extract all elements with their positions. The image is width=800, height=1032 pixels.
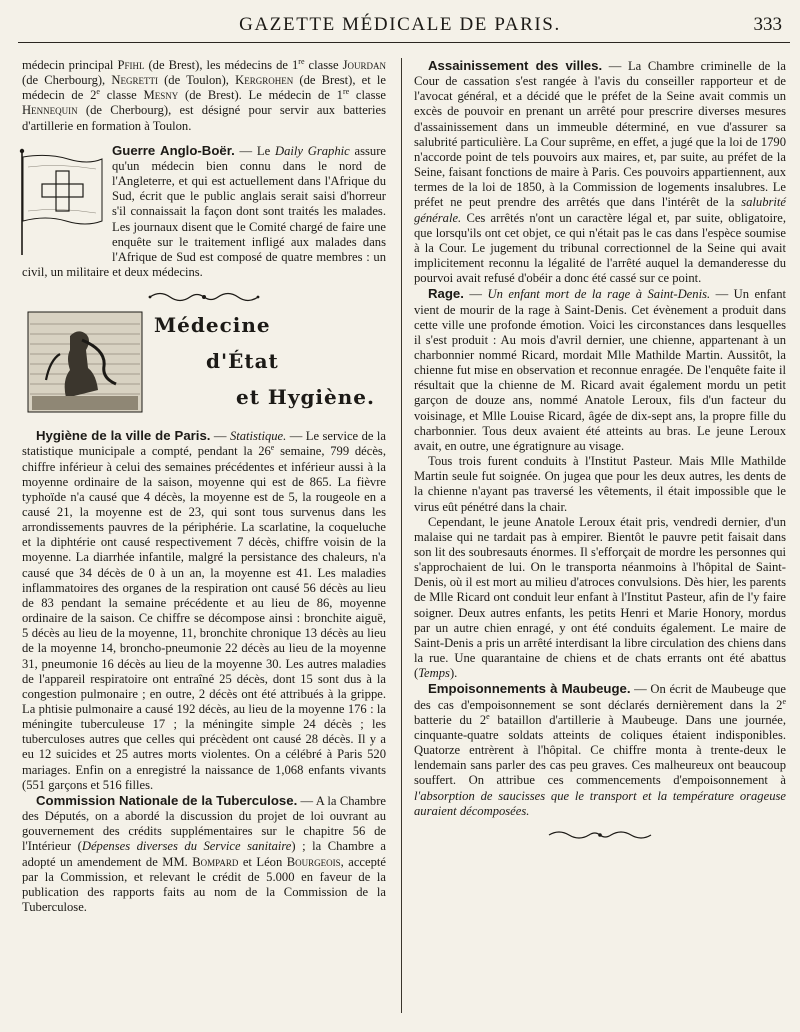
sanitation-heading: Assainissement des villes. [428, 58, 603, 73]
section-title-line-3: et Hygiène. [236, 385, 375, 410]
red-cross-flag-icon [18, 147, 104, 257]
column-divider [401, 58, 402, 1013]
hygiene-paris-paragraph: Hygiène de la ville de Paris. — Statistique. — Le service de la statistique municipale a compté, pendant la 26e semaine, 799 décès, chiffre inférieur à celui des semaines précédentes et inférieur aussi à la moyenne ordinaire de la saison, moyenne qui est de 865. La fièvre typhoïde n'a causé que 4 décès, la moyenne est de 5, la rougeole en a causé 21, la moyenne est de 23, qui sont tous survenus dans les arrondissements pauvres de la périphérie. La scarlatine, la coqueluche et la diphtérie ont causé respectivement 7 décès, chiffre voisin de la moyenne. La diarrhée infantile, malgré la persistance des chaleurs, n'a causé que 34 décès de 0 à un an, la moyenne est 41. Les maladies inflammatoires des organes de la respiration ont causé 56 décès au lieu de 83 pendant la semaine précédente et au lieu de 86, moyenne ordinaire de la saison. Ce chiffre se décompose ainsi : bronchite aiguë, 5 décès au lieu de la moyenne, 11, bronchite chronique 13 décès au lieu de la moyenne 14, broncho-pneumonie 22 décès au lieu de la moyenne 31, pneumonie 16 décès au lieu de la moyenne 30. Les autres maladies de l'appareil respiratoire ont entraîné 25 décès, dont 15 sont dus à la congestion pulmonaire ; en outre, 2 décès ont été attribués à la grippe. La phtisie pulmonaire a causé 192 décès, au lieu de la moyenne 176 : la méningite tuberculeuse 17 ; la méningite simple 24 décès ; les tuberculoses autres que celles qui précèdent ont causé 28 décès. Il y a eu 12 suicides et 25 autres morts violentes. On a célébré à Paris 520 mariages. Enfin on a enregistré la naissance de 1,068 enfants vivants (551 garçons et 516 filles. [22, 428, 387, 792]
tuberculosis-commission-paragraph: Commission Nationale de la Tuberculose. — A la Chambre des Députés, on a abordé la discussion du projet de loi ouvrant au gouvernement des crédits supplémentaires sur le chapitre 56 de l'Intérieur (Dépenses diverses du Service sanitaire) ; la Chambre a adopté un amendement de MM. Bompard et Léon Bourgeois, accepté par la Commission, et relevant le crédit de 5.000 en faveur de la publication des rapports faits au nom de la Commission de la Tuberculose. [22, 792, 386, 915]
tuberculosis-commission-heading: Commission Nationale de la Tuberculose. [36, 792, 298, 808]
rabies-paragraph-3: Cependant, le jeune Anatole Leroux était pris, vendredi dernier, d'un malaise qui ne tardait pas à empirer. Bientôt le pauvre petit faisait dans son lit des soubresauts énormes. Il s'efforçait de mordre les personnes qui s'approchaient de lui. On le transporta néanmoins à l'hôpital de Saint-Denis, où il est mort au milieu d'atroces convulsions. Dès hier, les parents de Mlle Ricard ont conduit leur enfant à l'Institut Pasteur, afin de l'y faire soigner. Deux autres enfants, les petits Henri et Marie Honory, mordus par un autre chien enragé, y ont été conduits également. Le maire de Saint-Denis a pris un arrêté interdisant la libre circulation des chiens dans la rue. Une quarantaine de chiens et de chats errants ont été abattus (Temps). [414, 514, 786, 681]
boer-war-heading: Guerre Anglo-Boër. [112, 142, 235, 158]
journal-title: GAZETTE MÉDICALE DE PARIS. [239, 14, 561, 35]
appointments-paragraph: médecin principal Pfihl (de Brest), les médecins de 1re classe Jourdan (de Cherbourg), Negretti (de Toulon), Kergrohen (de Brest), et le médecin de 2e classe Mesny (de Brest). Le médecin de 1re classe Hennequin (de Cherbourg), est désigné pour servir aux batteries d'artillerie en formation à Toulon. [22, 56, 387, 133]
poisoning-paragraph: Empoisonnements à Maubeuge. — On écrit de Maubeuge que des cas d'empoisonnement se sont déclarés dernièrement dans la 2e batterie du 2e bataillon d'artillerie à Maubeuge. Dans une journée, cinquante-quatre soldats atteints de coliques étaient indisponibles. Quatorze entrèrent à l'hôpital. Ce chiffre monta à trente-deux le lendemain sans parler des cas peu graves. Ces malheureux ont beaucoup souffert. On attribue ces commencements d'empoisonnement à l'absorption de saucisses que le transport et la température orageuse auraient décomposées. [414, 681, 786, 818]
hygiene-paris-heading: Hygiène de la ville de Paris. [36, 428, 211, 444]
sanitation-paragraph: Assainissement des villes. — La Chambre criminelle de la Cour de cassation s'est rangée à l'avis du conseiller rapporteur et de l'avocat général, et a décidé que le préfet de la Seine avait commis un excès de pouvoir en prenant un arrêté pour prescrire diverses mesures d'assainissement dans un immeuble déterminé, en vue d'assurer sa salubrité particulière. La Cour suprême, en effet, a jugé que la loi de 1790 n'accorde point de tels pouvoirs aux maires, et, par suite, au préfet de la Seine, faisant fonctions de maire à Paris. Ces pouvoirs appartiennent, aux termes de la loi de 1850, à la Commission de logements insalubres. Le préfet ne peut prendre des arrêtés que dans l'intérêt de la salubrité générale. Ces arrêtés n'ont un caractère légal et, par suite, obligatoire, que lorsqu'ils ont cet objet, ce qui n'était pas le cas dans l'espèce soumise à la Cour. Le jugement du tribunal correctionnel de la Seine qui avait implicitement reconnu la légalité de l'arrêté auquel la demanderesse du pourvoi avait refusé d'obéir a donc été cassé sur ce point. [414, 58, 786, 286]
left-column [22, 58, 386, 915]
right-column [414, 58, 786, 849]
rabies-heading: Rage. [428, 286, 464, 302]
page-number: 333 [753, 14, 782, 35]
boer-war-paragraph: Guerre Anglo-Boër. — Le Daily Graphic assure qu'un médecin bien connu dans le nord de l'Angleterre, et qui est actuellement dans l'Afrique du Sud, écrit que le public anglais serait saisi d'horreur s'il connaissait la façon dont sont traités les malades. Les journaux disent que le Comité chargé de faire une enquête sur le traitement infligé aux malades dans l'Afrique de Sud est composé de quatre membres : un civil, un militaire et deux médecins. [22, 142, 386, 280]
ornament-divider-end [414, 829, 786, 843]
poisoning-heading: Empoisonnements à Maubeuge. [428, 681, 631, 697]
header-rule [18, 42, 790, 43]
section-title-line-1: Médecine [154, 313, 271, 338]
rabies-paragraph: Rage. — Un enfant mort de la rage à Saint-Denis. — Un enfant vient de mourir de la rage à Saint-Denis. Cet évènement a produit dans cette ville une profonde émotion. Voici les circonstances dans lesquelles il s'est produit : Au mois d'avril dernier, une chienne, appartenant à un charbonnier nommé Ricard, mordait Mlle Mathilde Martin. Aussitôt, la chienne fut mise en observation et reconnue enragée. De l'enquête faite il résultait que la chienne de M. Ricard avait également mordu un petit garçon de douze ans, nommé Anatole Leroux, fils d'un facteur du voisinage, et Mlle Louise Ricard, âgée de dix-sept ans, la propre fille du charbonnier. Tous deux avaient été atteints au bras. Le jeune Leroux avait, en outre, une égratignure au visage. [414, 286, 786, 453]
boer-war-article [22, 143, 386, 280]
ornament-divider [22, 290, 386, 304]
page-header [0, 10, 800, 46]
hygieia-vignette-icon [26, 310, 144, 414]
section-title-block [22, 310, 386, 418]
section-title-line-2: d'État [206, 349, 279, 374]
rabies-paragraph-2: Tous trois furent conduits à l'Institut Pasteur. Mais Mlle Mathilde Martin seule fut soignée. On jugea que pour les deux autres, les dents de la chienne n'ayant pas traversé les vêtements, il était impossible que le virus eût pénétré dans la chair. [414, 454, 786, 514]
